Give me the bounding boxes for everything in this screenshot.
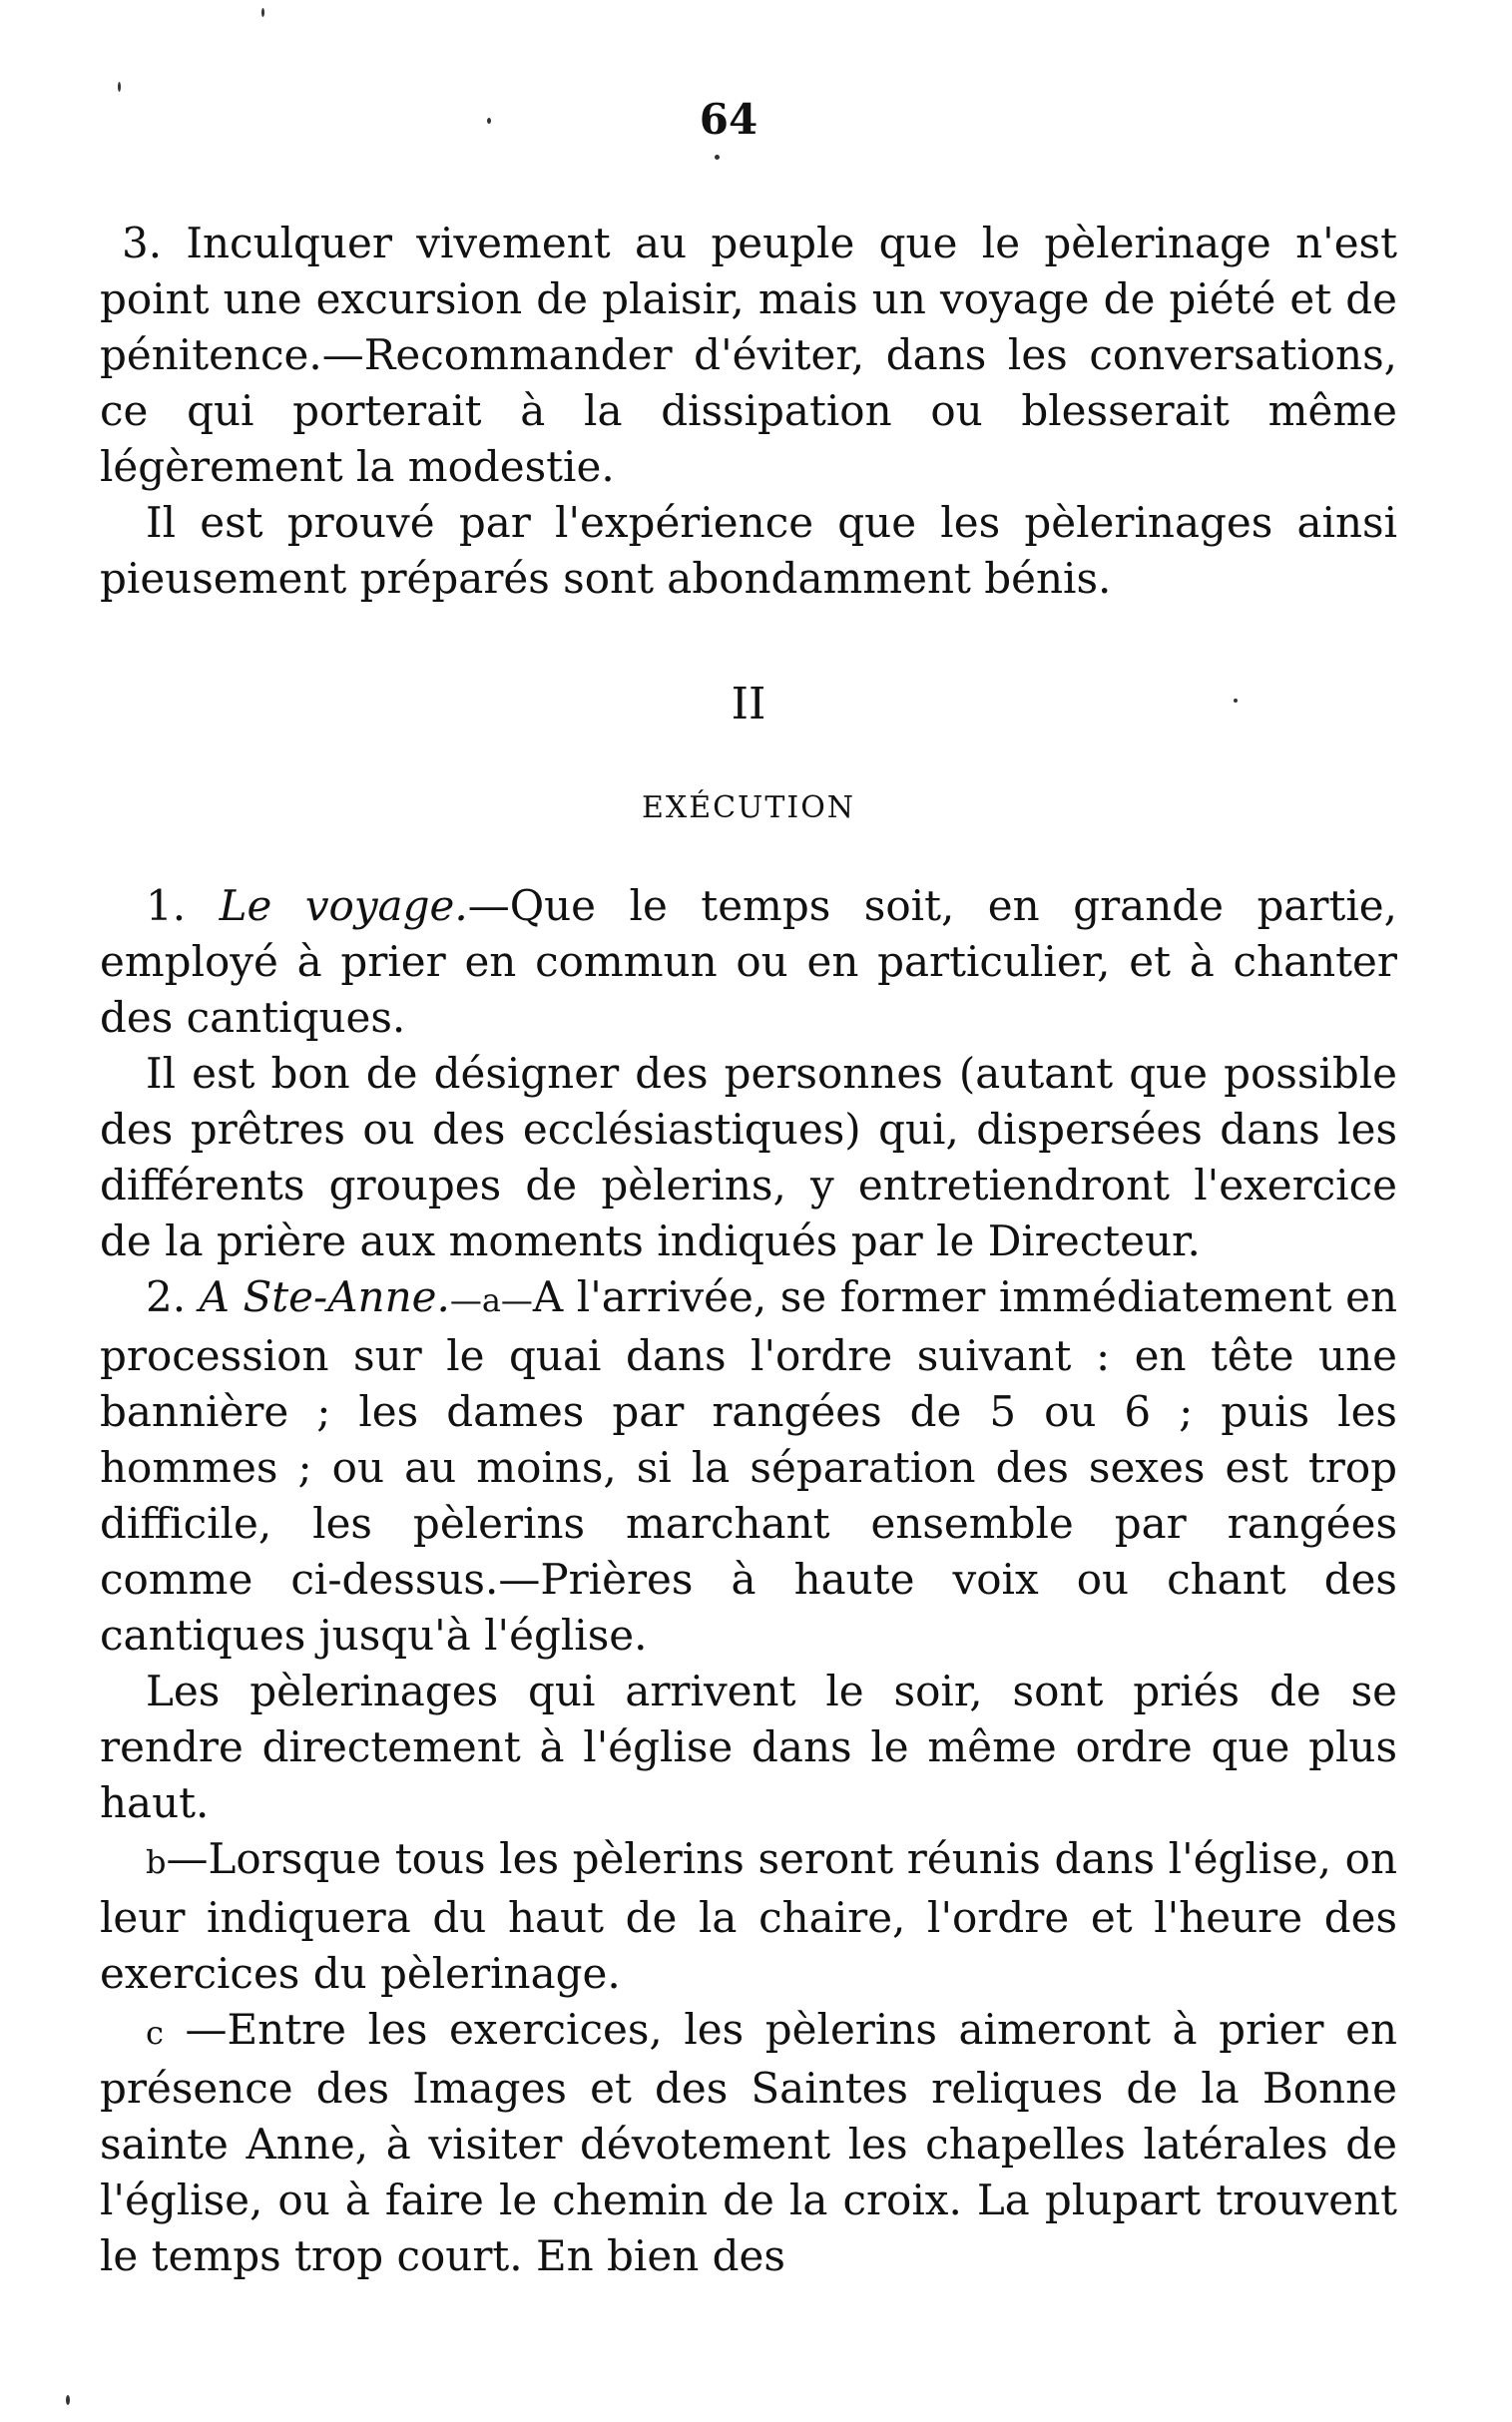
print-speck xyxy=(118,82,121,92)
page-number: 64 xyxy=(699,95,758,144)
print-speck xyxy=(1234,699,1238,703)
item-ste-anne-marker: —a— xyxy=(449,1281,533,1319)
item-ste-anne xyxy=(100,1269,1397,1664)
print-speck xyxy=(487,118,491,124)
item-voyage-prefix: 1. xyxy=(146,881,220,930)
item-c xyxy=(100,2002,1397,2284)
item-ste-anne-heading: A Ste-Anne. xyxy=(199,1272,450,1321)
paragraph-designer: Il est bon de désigner des personnes (autant que possible des prêtres ou des ecclésiastiques) qui, dispersées dans les différents groupes de pèlerins, y entretiendront l'exercice de la prière aux moments indiqués par le Directeur. xyxy=(100,1049,1397,1265)
paragraph-evening: Les pèlerinages qui arrivent le soir, sont priés de se rendre directement à l'église dans le même ordre que plus haut. xyxy=(100,1667,1397,1827)
item-b-marker: b xyxy=(146,1843,167,1881)
section-number: II xyxy=(731,679,766,729)
item-ste-anne-text: A l'arrivée, se former immédiatement en procession sur le quai dans l'ordre suivant : en tête une bannière ; les dames par rangées de 5 ou 6 ; puis les hommes ; ou au moins, si la séparation des sexes est trop difficile, les pèlerins marchant ensemble par rangées comme ci-dessus.—Prières à haute voix ou chant des cantiques jusqu'à l'église. xyxy=(100,1272,1397,1660)
item-ste-anne-prefix: 2. xyxy=(146,1272,200,1321)
print-speck xyxy=(261,8,264,17)
item-c-text: —Entre les exercices, les pèlerins aimeront à prier en présence des Images et des Saintes reliques de la Bonne sainte Anne, à visiter dévotement les chapelles latérales de l'église, ou à faire le chemin de la croix. La plupart trouvent le temps trop court. En bien des xyxy=(100,2005,1397,2280)
item-b-text: —Lorsque tous les pèlerins seront réunis dans l'église, on leur indiquera du haut de la chaire, l'ordre et l'heure des exercices du pèlerinage. xyxy=(100,1834,1397,1998)
print-speck xyxy=(715,155,720,160)
item-voyage xyxy=(100,878,1397,1046)
paragraph-instruction-3: 3. Inculquer vivement au peuple que le pèlerinage n'est point une excursion de plaisir, mais un voyage de piété et de pénitence.—Recommander d'éviter, dans les conversations, ce qui porterait à la dissipation ou blesserait même légèrement la modestie. xyxy=(100,219,1397,491)
item-b xyxy=(100,1831,1397,2002)
book-page xyxy=(100,95,1397,2284)
item-c-marker: c xyxy=(146,2014,164,2052)
item-voyage-heading: Le voyage. xyxy=(219,881,468,930)
item-voyage-text: —Que le temps soit, en grande partie, employé à prier en commun ou en particulier, et à chanter des cantiques. xyxy=(100,881,1397,1042)
paragraph-experience: Il est prouvé par l'expérience que les pèlerinages ainsi pieusement préparés sont abondamment bénis. xyxy=(100,498,1397,603)
section-title: EXÉCUTION xyxy=(641,790,856,825)
print-speck xyxy=(66,2395,70,2405)
